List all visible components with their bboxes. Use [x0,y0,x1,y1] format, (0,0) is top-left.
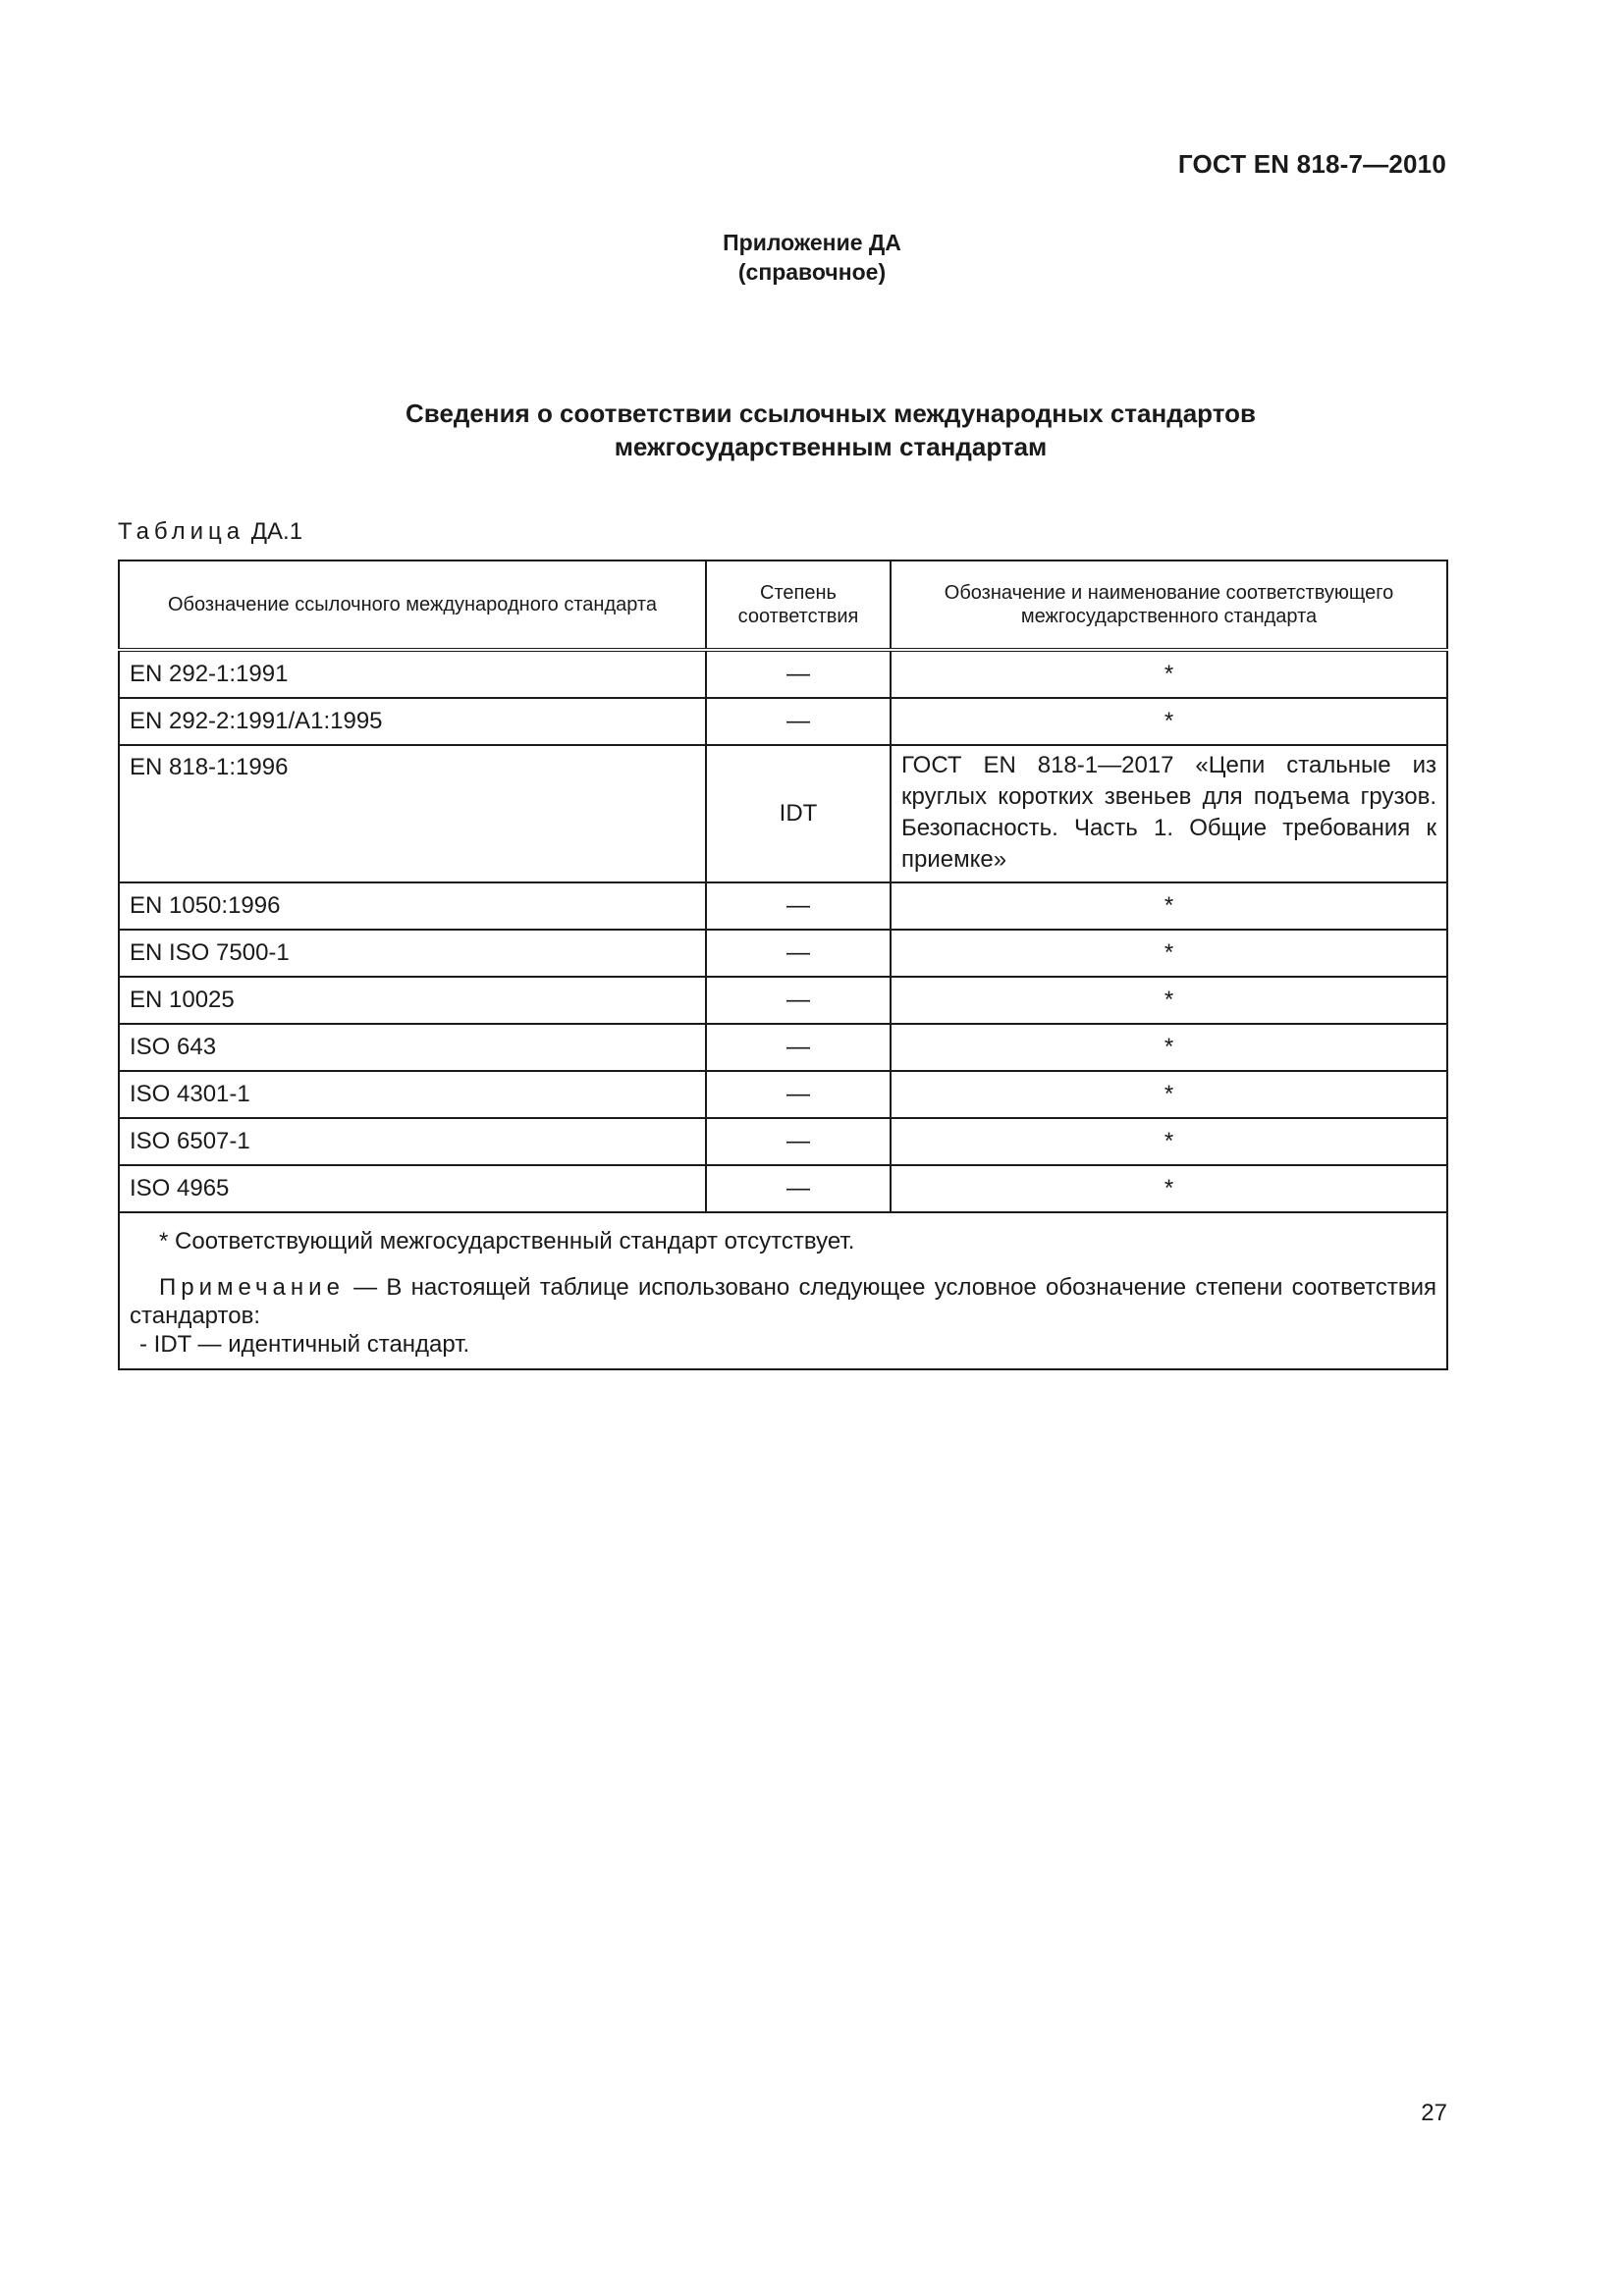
header-national-standard: Обозначение и наименование соответствующего межгосударственного стандарта [891,561,1447,650]
cell-national: * [891,882,1447,930]
cell-national: ГОСТ EN 818-1—2017 «Цепи стальные из круглых коротких звеньев для подъема грузов. Безопасность. Часть 1. Общие требования к приемке» [891,745,1447,882]
section-title-line1: Сведения о соответствии ссылочных международных стандартов [406,399,1256,428]
table-row [119,977,1447,1024]
table-row [119,1071,1447,1118]
cell-national: * [891,650,1447,698]
cell-standard: EN 10025 [119,977,706,1024]
table-notes-row [119,1212,1447,1369]
cell-degree: — [706,698,891,745]
annex-subtitle: (справочное) [737,259,887,285]
cell-degree: — [706,1024,891,1071]
cell-national: * [891,1118,1447,1165]
cell-degree: — [706,1118,891,1165]
cell-national: * [891,1024,1447,1071]
cell-degree: IDT [706,745,891,882]
cell-standard: EN ISO 7500-1 [119,930,706,977]
cell-degree: — [706,1071,891,1118]
cell-standard: EN 292-2:1991/A1:1995 [119,698,706,745]
table-note [130,1273,1436,1330]
table-row [119,1024,1447,1071]
header-international-standard: Обозначение ссылочного международного стандарта [119,561,706,650]
table-caption-number: ДА.1 [250,518,303,545]
note-label: Примечание [159,1274,345,1301]
cell-standard: ISO 4301-1 [119,1071,706,1118]
table-row [119,1165,1447,1212]
table-row [119,882,1447,930]
table-row [119,745,1447,882]
cell-degree: — [706,882,891,930]
table-row [119,930,1447,977]
header-degree: Степень соответствия [706,561,891,650]
note-item: - IDT — идентичный стандарт. [139,1331,470,1358]
table-footnote: * Соответствующий межгосударственный стандарт отсутствует. [159,1228,855,1255]
table-caption [118,518,302,546]
cell-degree: — [706,977,891,1024]
annex-heading [0,228,1624,287]
page-number: 27 [1421,2100,1447,2126]
cell-degree: — [706,650,891,698]
table-caption-label: Таблица [118,518,245,545]
cell-national: * [891,977,1447,1024]
cell-standard: ISO 643 [119,1024,706,1071]
table-row [119,698,1447,745]
cell-national: * [891,930,1447,977]
section-title [0,397,1624,463]
cell-standard: EN 292-1:1991 [119,650,706,698]
cell-standard: EN 818-1:1996 [119,745,706,882]
cell-national: * [891,698,1447,745]
cell-national: * [891,1165,1447,1212]
cell-degree: — [706,930,891,977]
table-row [119,650,1447,698]
section-title-line2: межгосударственным стандартам [614,432,1048,461]
cell-standard: EN 1050:1996 [119,882,706,930]
table-notes [119,1212,1447,1369]
table-row [119,1118,1447,1165]
cell-national: * [891,1071,1447,1118]
standards-table [118,560,1448,1370]
table-header-row [119,561,1447,650]
cell-standard: ISO 6507-1 [119,1118,706,1165]
cell-degree: — [706,1165,891,1212]
annex-title: Приложение ДА [723,230,901,255]
document-code: ГОСТ EN 818-7—2010 [1177,149,1446,179]
note-text: — В настоящей таблице использовано следующее условное обозначение степени соответствия стандартов: [130,1274,1436,1329]
cell-standard: ISO 4965 [119,1165,706,1212]
